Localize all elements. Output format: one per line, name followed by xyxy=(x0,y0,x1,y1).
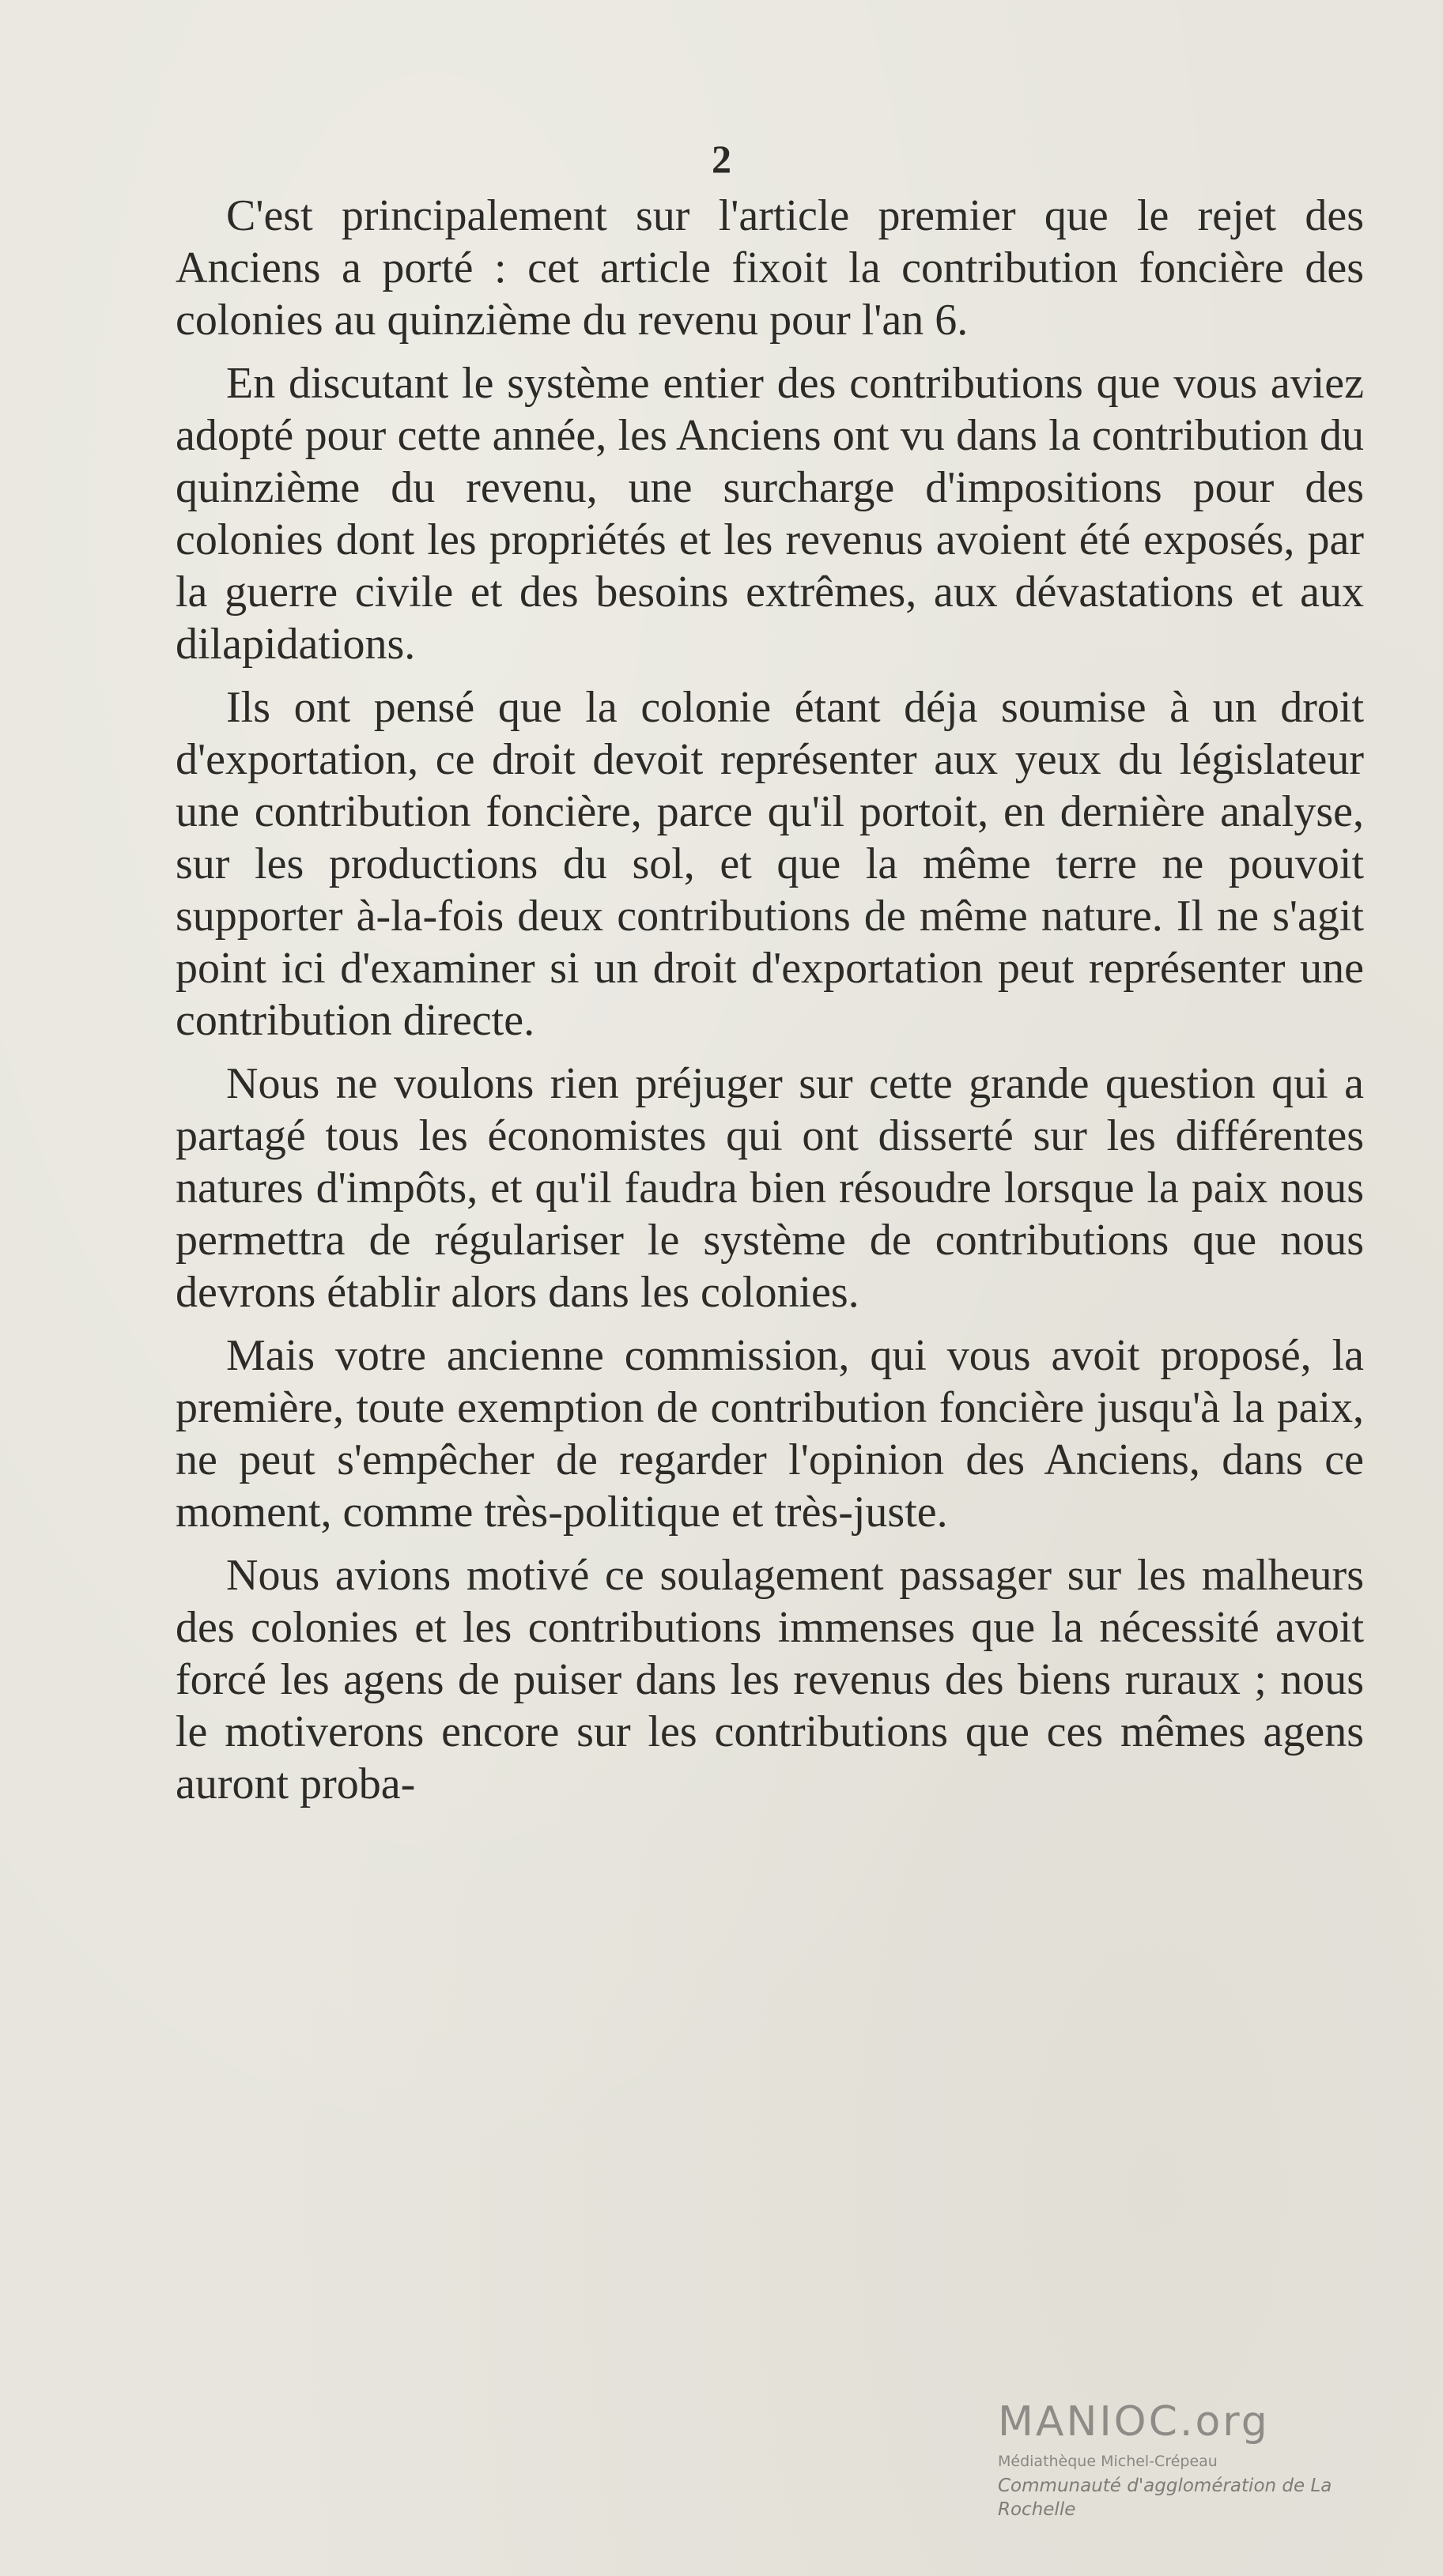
manioc-logo: MANIOC.org xyxy=(998,2398,1270,2446)
paragraph-3: Ils ont pensé que la colonie étant déja soumise à un droit d'exportation, ce droit devoit représenter aux yeux du législateur une contribution foncière, parce qu'il portoit, en dernière analyse, sur les productions du sol, et que la même terre ne pouvoit supporter à-la-fois deux contributions de même nature. Il ne s'agit point ici d'examiner si un droit d'exportation peut représenter une contribution directe. xyxy=(176,683,1364,1045)
library-name: Médiathèque Michel-Crépeau xyxy=(998,2453,1218,2470)
paragraph-2: En discutant le système entier des contributions que vous aviez adopté pour cette année, les Anciens ont vu dans la contribution du quinzième du revenu, une surcharge d'impositions pour des colonies dont les propriétés et les revenus avoient été exposés, par la guerre civile et des besoins extrêmes, aux dévastations et aux dilapidations. xyxy=(176,359,1364,669)
body-text xyxy=(176,190,1364,1821)
manioc-watermark xyxy=(998,2398,1409,2521)
paragraph-5: Mais votre ancienne commission, qui vous avoit proposé, la première, toute exemption de contribution foncière jusqu'à la paix, ne peut s'empêcher de regarder l'opinion des Anciens, dans ce moment, comme très-politique et très-juste. xyxy=(176,1331,1364,1537)
paragraph-4: Nous ne voulons rien préjuger sur cette grande question qui a partagé tous les économistes qui ont disserté sur les différentes natures d'impôts, et qu'il faudra bien résoudre lorsque la paix nous permettra de régulariser le système de contributions que nous devrons établir alors dans les colonies. xyxy=(176,1059,1364,1317)
paragraph-6: Nous avions motivé ce soulagement passager sur les malheurs des colonies et les contributions immenses que la nécessité avoit forcé les agens de puiser dans les revenus des biens ruraux ; nous le motiverons encore sur les contributions que ces mêmes agens auront proba- xyxy=(176,1551,1364,1808)
page-number: 2 xyxy=(712,137,731,181)
paragraph-1: C'est principalement sur l'article premier que le rejet des Anciens a porté : cet article fixoit la contribution foncière des colonies au quinzième du revenu pour l'an 6. xyxy=(176,191,1364,345)
institution-name: Communauté d'agglomération de La Rochelle xyxy=(998,2476,1332,2520)
